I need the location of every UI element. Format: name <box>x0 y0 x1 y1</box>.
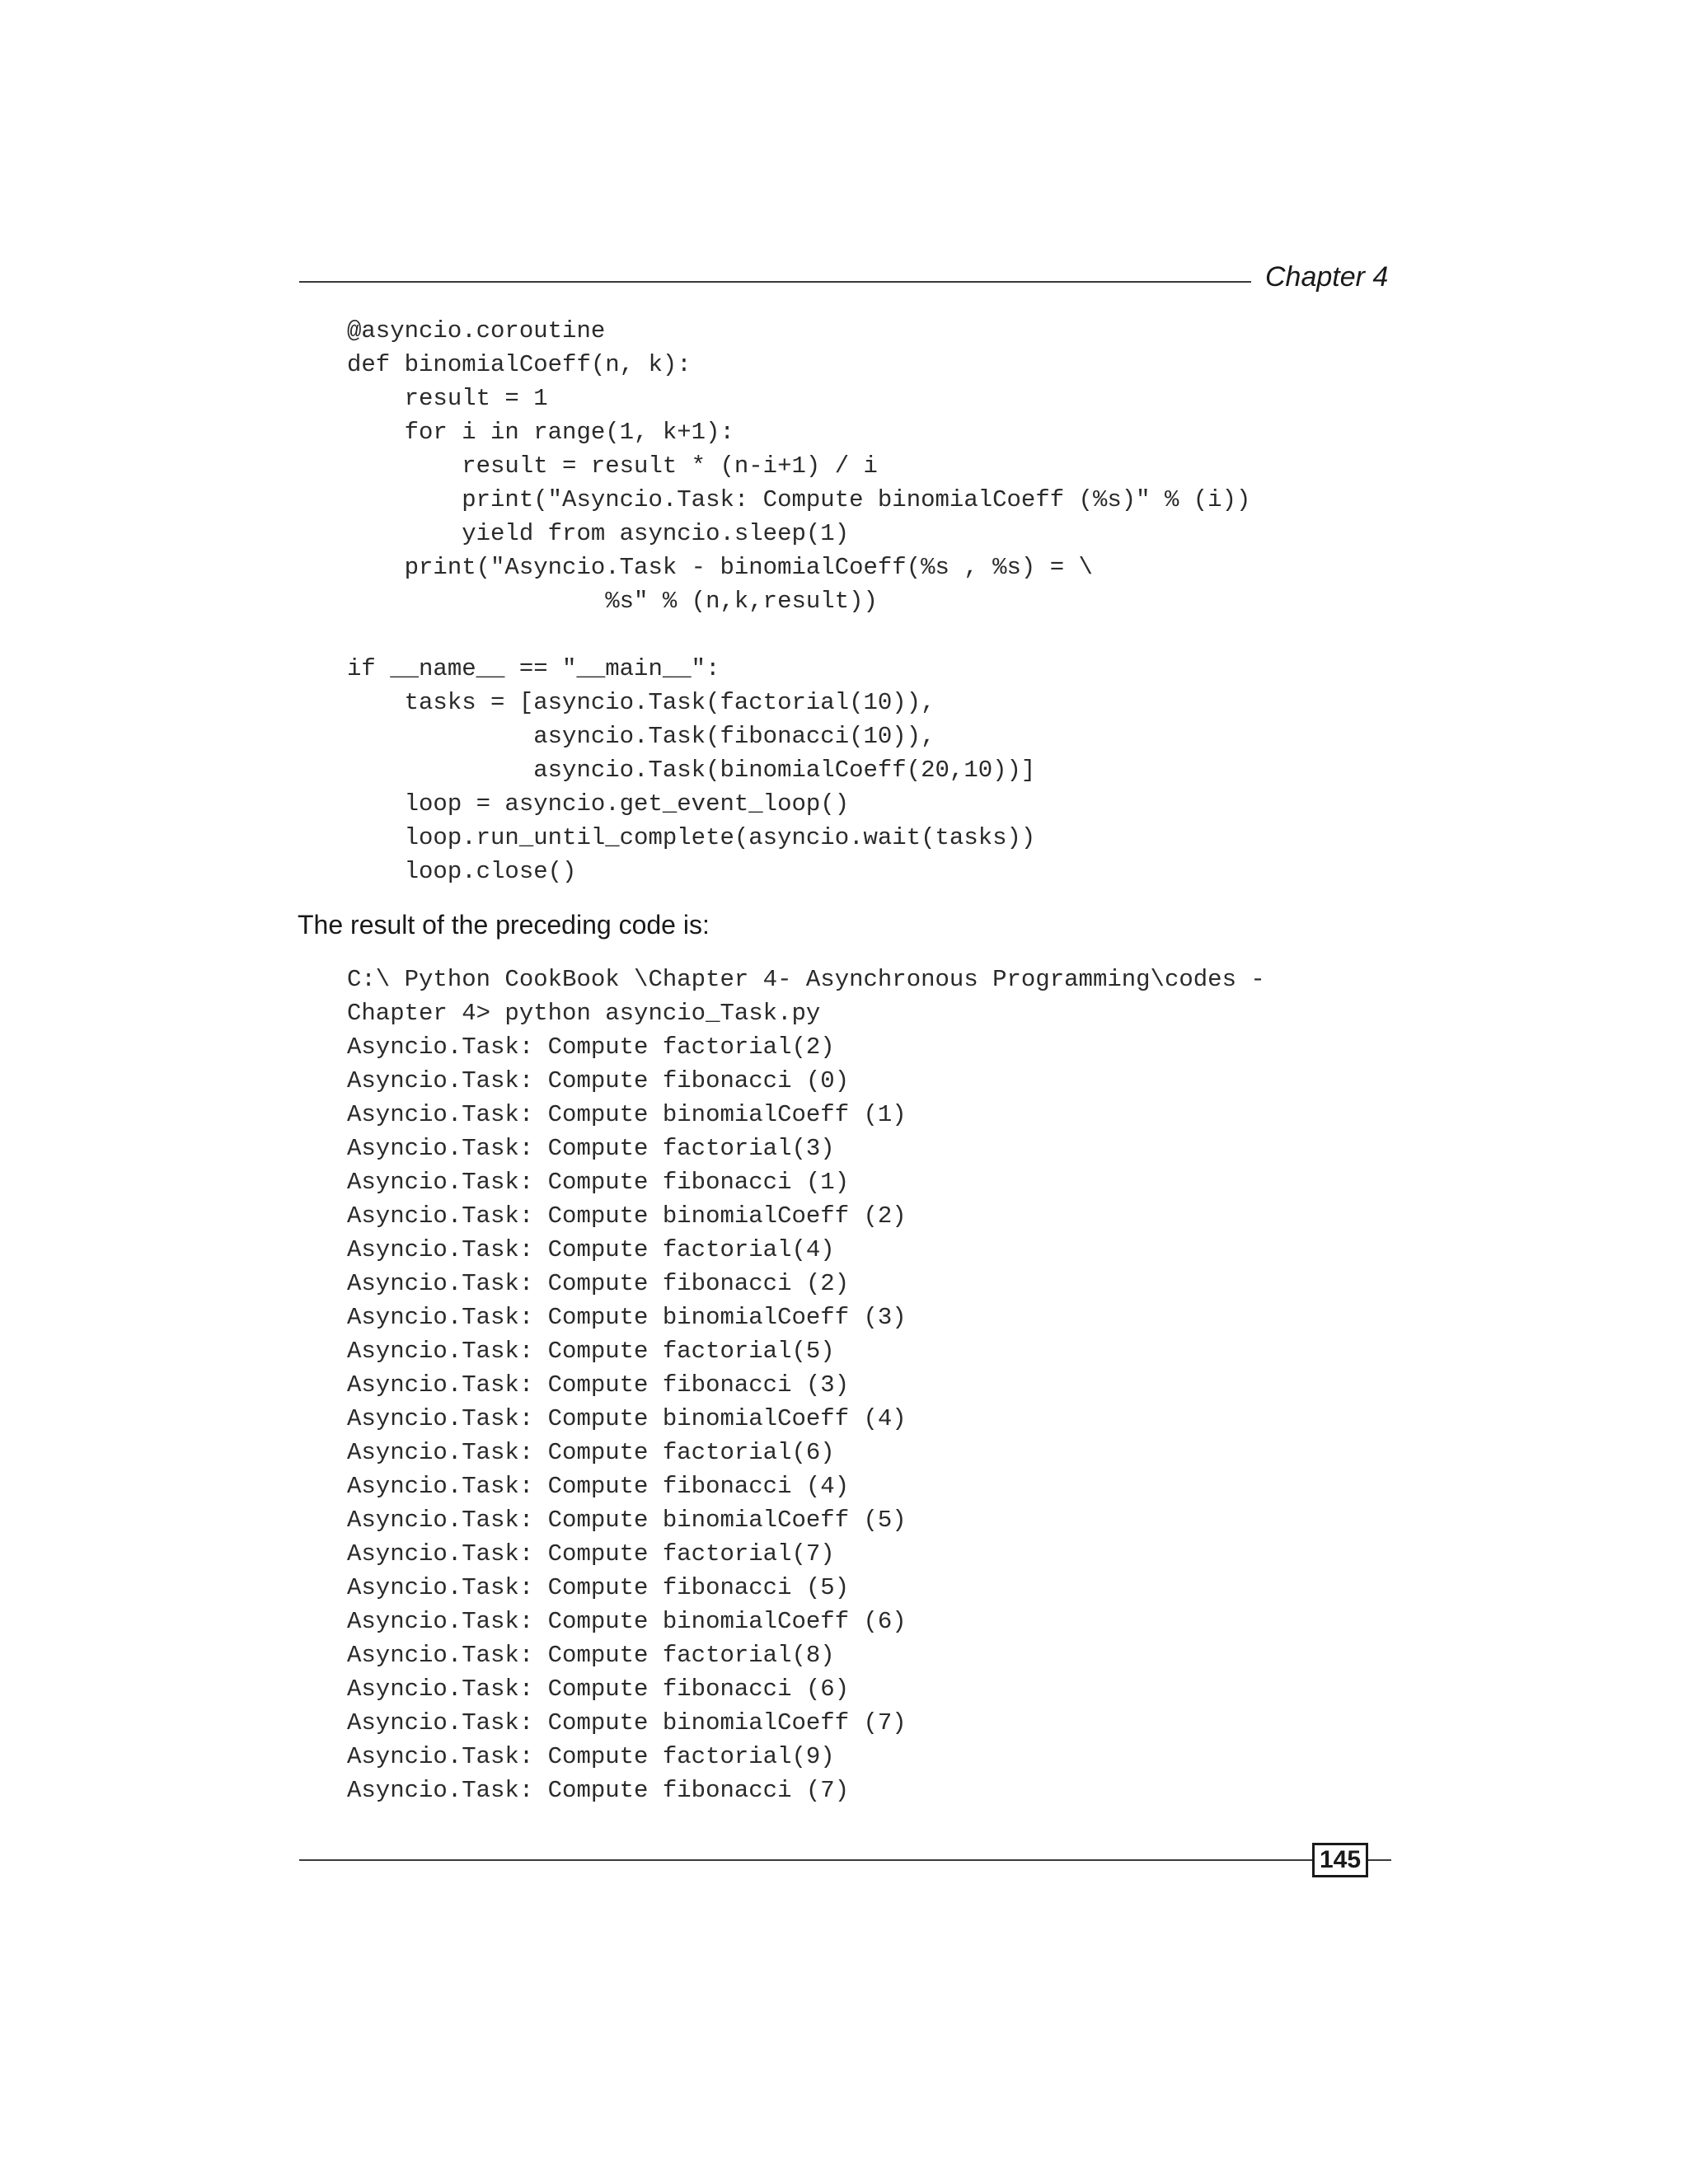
code-line: asyncio.Task(fibonacci(10)), <box>347 723 935 750</box>
code-line: for i in range(1, k+1): <box>347 419 734 446</box>
console-output-line: Asyncio.Task: Compute factorial(9) <box>347 1743 835 1770</box>
console-output-line: Asyncio.Task: Compute fibonacci (0) <box>347 1067 850 1094</box>
console-output-line: Asyncio.Task: Compute fibonacci (6) <box>347 1675 850 1703</box>
code-line: print("Asyncio.Task - binomialCoeff(%s , %s) = \ <box>347 554 1093 581</box>
code-line: asyncio.Task(binomialCoeff(20,10))] <box>347 757 1036 784</box>
code-line: yield from asyncio.sleep(1) <box>347 520 850 547</box>
page-number: 145 <box>1312 1843 1368 1877</box>
console-output-line: Asyncio.Task: Compute factorial(4) <box>347 1236 835 1263</box>
code-line: %s" % (n,k,result)) <box>347 588 878 615</box>
code-block-console-output <box>347 963 1265 1807</box>
console-output-line: Asyncio.Task: Compute fibonacci (2) <box>347 1270 850 1297</box>
result-intro-text: The result of the preceding code is: <box>298 910 710 940</box>
console-output-line: Asyncio.Task: Compute binomialCoeff (2) <box>347 1202 907 1230</box>
console-output-line: Chapter 4> python asyncio_Task.py <box>347 1000 821 1027</box>
footer-rule <box>299 1859 1391 1861</box>
code-line: if __name__ == "__main__": <box>347 655 720 682</box>
console-output-line: Asyncio.Task: Compute binomialCoeff (6) <box>347 1608 907 1635</box>
code-line: tasks = [asyncio.Task(factorial(10)), <box>347 689 935 716</box>
code-line: @asyncio.coroutine <box>347 317 606 344</box>
console-output-line: Asyncio.Task: Compute binomialCoeff (5) <box>347 1507 907 1534</box>
console-output-line: Asyncio.Task: Compute fibonacci (4) <box>347 1473 850 1500</box>
console-output-line: Asyncio.Task: Compute factorial(7) <box>347 1540 835 1568</box>
console-output-line: Asyncio.Task: Compute fibonacci (1) <box>347 1169 850 1196</box>
console-output-line: Asyncio.Task: Compute factorial(8) <box>347 1642 835 1669</box>
console-output-line: Asyncio.Task: Compute factorial(3) <box>347 1135 835 1162</box>
chapter-header: Chapter 4 <box>1265 261 1389 293</box>
console-output-line: Asyncio.Task: Compute factorial(5) <box>347 1338 835 1365</box>
code-line: def binomialCoeff(n, k): <box>347 351 692 378</box>
code-line: print("Asyncio.Task: Compute binomialCoeff (%s)" % (i)) <box>347 486 1251 513</box>
console-output-line: Asyncio.Task: Compute factorial(2) <box>347 1033 835 1061</box>
console-output-line: Asyncio.Task: Compute fibonacci (3) <box>347 1371 850 1399</box>
code-line: loop = asyncio.get_event_loop() <box>347 790 850 818</box>
code-block-binomial-coeff <box>347 314 1250 888</box>
console-output-line: C:\ Python CookBook \Chapter 4- Asynchronous Programming\codes - <box>347 966 1265 993</box>
console-output-line: Asyncio.Task: Compute binomialCoeff (7) <box>347 1709 907 1736</box>
console-output-line: Asyncio.Task: Compute fibonacci (5) <box>347 1574 850 1601</box>
console-output-line: Asyncio.Task: Compute fibonacci (7) <box>347 1777 850 1804</box>
code-line: loop.run_until_complete(asyncio.wait(tasks)) <box>347 824 1036 851</box>
code-line: loop.close() <box>347 858 577 885</box>
header-rule <box>299 281 1251 283</box>
console-output-line: Asyncio.Task: Compute binomialCoeff (4) <box>347 1405 907 1432</box>
console-output-line: Asyncio.Task: Compute binomialCoeff (1) <box>347 1101 907 1128</box>
code-line: result = result * (n-i+1) / i <box>347 452 878 480</box>
console-output-line: Asyncio.Task: Compute factorial(6) <box>347 1439 835 1466</box>
code-line: result = 1 <box>347 385 548 412</box>
console-output-line: Asyncio.Task: Compute binomialCoeff (3) <box>347 1304 907 1331</box>
code-line <box>347 618 1250 652</box>
